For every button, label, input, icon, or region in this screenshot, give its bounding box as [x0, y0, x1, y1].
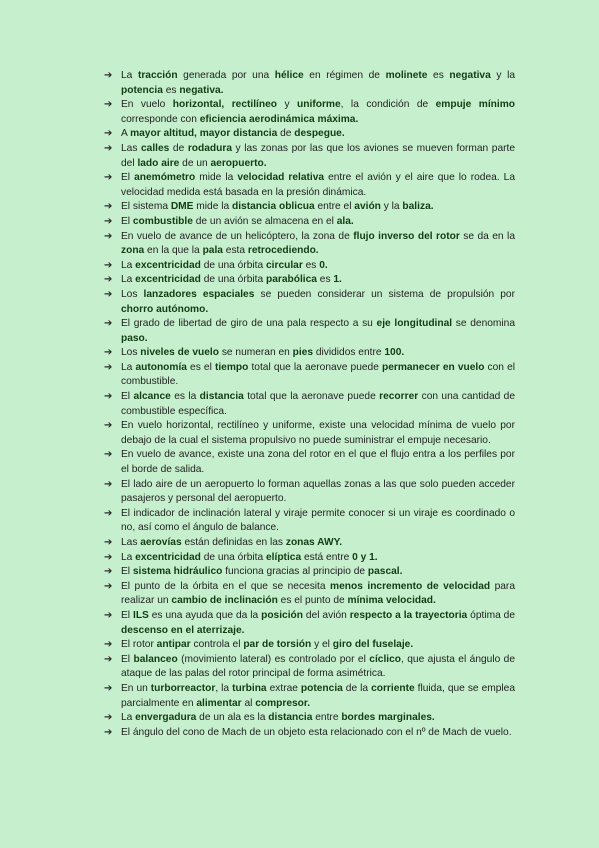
body-text: El rotor	[121, 639, 157, 651]
arrow-right-icon: ➔	[104, 288, 113, 300]
emphasis-text: DME	[170, 201, 194, 213]
body-text: generada por una	[177, 70, 275, 81]
body-text: El lado aire de un aeropuerto lo forman aquellas zonas a las que solo pueden acceder pasajeros y personal del aeropuerto.	[121, 478, 515, 505]
list-item	[104, 215, 515, 230]
emphasis-text: permanecer en vuelo	[381, 361, 485, 373]
list-item	[104, 536, 515, 551]
body-text: mide la	[195, 172, 238, 184]
list-item	[104, 200, 515, 215]
emphasis-text: eje longitudinal	[376, 318, 453, 330]
body-text: El indicador de inclinación lateral y viraje permite conocer si un viraje es coordinado o no, así como el ángulo de balance.	[121, 507, 515, 534]
body-text: entre	[312, 712, 342, 724]
list-item	[104, 346, 515, 361]
body-text: del avión	[302, 609, 350, 621]
body-text: La	[121, 712, 136, 724]
body-text: de la	[342, 682, 372, 694]
arrow-right-icon: ➔	[104, 70, 113, 81]
body-text: se numeran en	[218, 347, 293, 359]
body-text: , la	[215, 682, 233, 694]
body-text: Los	[121, 347, 141, 359]
body-text: de una órbita	[200, 259, 266, 271]
arrow-right-icon: ➔	[104, 128, 113, 140]
body-text: El grado de libertad de giro de una pala respecto a su	[121, 318, 377, 330]
list-item	[104, 288, 515, 317]
list-item	[104, 142, 515, 171]
body-text: de	[277, 128, 295, 140]
body-text: se denomina	[452, 318, 515, 330]
emphasis-text: tracción	[137, 70, 178, 81]
arrow-right-icon: ➔	[104, 391, 113, 403]
body-text: El ángulo del cono de Mach de un objeto esta relacionado con el nº de Mach de vuelo.	[121, 726, 512, 738]
list-item	[104, 711, 515, 726]
body-text: mide la	[193, 201, 232, 213]
emphasis-text: alcance	[133, 391, 171, 403]
arrow-right-icon: ➔	[104, 639, 113, 651]
emphasis-text: ILS	[132, 609, 149, 621]
emphasis-text: excentricidad	[135, 259, 201, 271]
emphasis-text: baliza.	[402, 201, 434, 213]
body-text: de un ala es la	[196, 712, 269, 724]
emphasis-text: 0.	[319, 259, 328, 271]
emphasis-text: paso.	[121, 332, 148, 344]
body-text: y	[277, 99, 298, 111]
arrow-right-icon: ➔	[104, 215, 113, 227]
emphasis-text: turborreactor	[150, 682, 216, 694]
emphasis-text: excentricidad	[135, 274, 201, 286]
body-text: entre el	[314, 201, 355, 213]
emphasis-text: empuje mínimo	[435, 99, 515, 111]
body-text: El	[121, 566, 133, 578]
emphasis-text: respecto a la trayectoria	[349, 609, 468, 621]
body-text: La	[121, 259, 136, 271]
list-item	[104, 361, 515, 390]
list-item	[104, 259, 515, 274]
emphasis-text: cíclico	[369, 653, 401, 665]
arrow-right-icon: ➔	[104, 580, 113, 592]
arrow-right-icon: ➔	[104, 201, 113, 213]
emphasis-text: 100.	[384, 347, 405, 359]
arrow-right-icon: ➔	[104, 537, 113, 548]
emphasis-text: turbina	[232, 682, 267, 694]
body-text: En vuelo horizontal, rectilíneo y uniforme, existe una velocidad mínima de vuelo por debajo de la cual el sistema propulsivo no puede suministrar el empuje necesario.	[121, 420, 515, 446]
arrow-right-icon: ➔	[104, 682, 113, 694]
body-text: , que ajusta el ángulo de ataque de las palas del rotor principal de forma asimétrica.	[121, 653, 516, 680]
arrow-right-icon: ➔	[104, 142, 113, 154]
list-item	[104, 98, 515, 127]
arrow-right-icon: ➔	[104, 551, 113, 563]
emphasis-text: pascal.	[367, 566, 403, 578]
emphasis-text: aerovías	[140, 537, 182, 548]
arrow-right-icon: ➔	[104, 420, 113, 432]
body-text: La	[121, 70, 138, 81]
body-text: en régimen de	[303, 70, 386, 81]
emphasis-text: excentricidad	[135, 551, 201, 563]
emphasis-text: uniforme	[297, 99, 341, 111]
body-text: es	[427, 70, 450, 81]
emphasis-text: pala	[202, 245, 223, 257]
arrow-right-icon: ➔	[104, 318, 113, 330]
body-text: de	[169, 142, 188, 154]
body-text: (movimiento lateral) es controlado por el	[177, 653, 370, 665]
emphasis-text: compresor.	[255, 697, 311, 709]
emphasis-text: recorrer	[379, 391, 419, 403]
body-text: es	[302, 259, 320, 271]
arrow-right-icon: ➔	[104, 653, 113, 665]
emphasis-text: hélice	[274, 70, 304, 81]
arrow-right-icon: ➔	[104, 361, 113, 373]
list-item	[104, 638, 515, 653]
body-text: y las zonas por las que los aviones se mueven forman parte del	[121, 142, 515, 169]
emphasis-text: distancia	[268, 712, 313, 724]
body-text: La	[121, 361, 136, 373]
emphasis-text: circular	[266, 259, 303, 271]
fact-list	[104, 69, 515, 740]
emphasis-text: avión	[354, 201, 381, 213]
list-item	[104, 127, 515, 142]
emphasis-text: giro del fuselaje.	[332, 639, 414, 651]
body-text: corresponde con	[121, 113, 200, 125]
emphasis-text: lanzadores espaciales	[143, 288, 255, 300]
list-item	[104, 171, 515, 200]
body-text: El sistema	[121, 201, 171, 213]
emphasis-text: rodadura	[187, 142, 232, 154]
body-text: para realizar un	[121, 580, 515, 607]
arrow-right-icon: ➔	[104, 347, 113, 359]
emphasis-text: eficiencia aerodinámica máxima.	[199, 113, 359, 125]
list-item	[104, 478, 515, 507]
emphasis-text: distancia	[199, 391, 244, 403]
list-item	[104, 448, 515, 477]
emphasis-text: potencia	[121, 84, 163, 96]
body-text: controla el	[190, 639, 244, 651]
emphasis-text: anemómetro	[134, 172, 196, 184]
emphasis-text: potencia	[300, 682, 343, 694]
emphasis-text: zonas AWY.	[285, 537, 343, 548]
body-text: de una órbita	[200, 551, 266, 563]
emphasis-text: posición	[261, 609, 303, 621]
body-text: es el	[186, 361, 215, 373]
emphasis-text: corriente	[371, 682, 415, 694]
body-text: El	[121, 391, 134, 403]
emphasis-text: sistema hidráulico	[132, 566, 223, 578]
body-text: se pueden considerar un sistema de propulsión por	[254, 288, 515, 300]
arrow-right-icon: ➔	[104, 566, 113, 578]
list-item	[104, 317, 515, 346]
body-text: de un	[179, 157, 211, 169]
list-item	[104, 726, 515, 741]
body-text: divididos entre	[313, 347, 385, 359]
emphasis-text: menos incremento de velocidad	[330, 580, 491, 592]
body-text: esta	[222, 245, 248, 257]
body-text: al	[241, 697, 256, 709]
body-text: con una cantidad de combustible específica.	[121, 391, 516, 417]
body-text: óptima de	[467, 609, 515, 621]
emphasis-text: niveles de vuelo	[140, 347, 219, 359]
body-text: en la que la	[144, 245, 203, 257]
emphasis-text: negativa	[449, 70, 491, 81]
emphasis-text: ala.	[336, 215, 354, 227]
body-text: La	[121, 274, 136, 286]
emphasis-text: lado aire	[137, 157, 180, 169]
body-text: con el combustible.	[121, 361, 515, 388]
list-item	[104, 653, 515, 682]
emphasis-text: velocidad relativa	[237, 172, 325, 184]
body-text: es la	[170, 391, 200, 403]
emphasis-text: aeropuerto.	[210, 157, 267, 169]
list-item	[104, 580, 515, 609]
arrow-right-icon: ➔	[104, 507, 113, 519]
body-text: y la	[380, 201, 403, 213]
arrow-right-icon: ➔	[104, 230, 113, 242]
list-item	[104, 230, 515, 259]
body-text: Las	[121, 537, 141, 548]
emphasis-text: elíptica	[266, 551, 302, 563]
body-text: se da en la	[459, 230, 515, 242]
emphasis-text: mínima velocidad.	[347, 595, 436, 607]
emphasis-text: distancia oblicua	[231, 201, 315, 213]
body-text: A	[121, 128, 131, 140]
list-item	[104, 551, 515, 566]
emphasis-text: alimentar	[196, 697, 242, 709]
list-item	[104, 609, 515, 638]
emphasis-text: retrocediendo.	[247, 245, 319, 257]
body-text: fluida, que se emplea parcialmente en	[121, 682, 515, 709]
emphasis-text: despegue.	[294, 128, 345, 140]
emphasis-text: 0 y 1.	[352, 551, 378, 563]
body-text: de un avión se almacena en el	[192, 215, 337, 227]
body-text: El	[121, 172, 135, 184]
body-text: funciona gracias al principio de	[222, 566, 368, 578]
body-text: extrae	[266, 682, 301, 694]
arrow-right-icon: ➔	[104, 712, 113, 724]
body-text: de una órbita	[200, 274, 266, 286]
body-text: y el	[311, 639, 333, 651]
emphasis-text: descenso en el aterrizaje.	[121, 624, 245, 636]
body-text: y la	[490, 70, 515, 81]
body-text: es	[162, 84, 180, 96]
arrow-right-icon: ➔	[104, 726, 113, 738]
emphasis-text: negativa.	[179, 84, 224, 96]
body-text: es el punto de	[277, 595, 348, 607]
emphasis-text: pies	[292, 347, 313, 359]
emphasis-text: calles	[141, 142, 170, 154]
body-text: En vuelo de avance de un helicóptero, la zona de	[121, 230, 354, 242]
emphasis-text: 1.	[333, 274, 342, 286]
body-text: El	[121, 609, 133, 621]
body-text: En vuelo de avance, existe una zona del rotor en el que el flujo entra a los perfiles por el borde de salida.	[121, 449, 515, 476]
list-item	[104, 69, 515, 98]
emphasis-text: par de torsión	[243, 639, 312, 651]
body-text: entre el avión y el aire que lo rodea. La velocidad medida está basada en la presión dinámica.	[121, 172, 515, 198]
body-text: están definidas en las	[181, 537, 286, 548]
body-text: es una ayuda que da la	[148, 609, 262, 621]
body-text: En vuelo	[121, 99, 173, 111]
body-text: La	[121, 551, 136, 563]
emphasis-text: flujo inverso del rotor	[353, 230, 460, 242]
body-text: está entre	[301, 551, 353, 563]
emphasis-text: zona	[121, 245, 145, 257]
emphasis-text: mayor altitud, mayor distancia	[130, 128, 278, 140]
emphasis-text: molinete	[385, 70, 428, 81]
arrow-right-icon: ➔	[104, 609, 113, 621]
emphasis-text: envergadura	[135, 712, 197, 724]
arrow-right-icon: ➔	[104, 172, 113, 184]
body-text: Los	[121, 288, 144, 300]
body-text: El	[121, 215, 133, 227]
list-item	[104, 682, 515, 711]
arrow-right-icon: ➔	[104, 274, 113, 286]
emphasis-text: horizontal, rectilíneo	[172, 99, 278, 111]
arrow-right-icon: ➔	[104, 449, 113, 461]
body-text: es	[316, 274, 334, 286]
emphasis-text: balanceo	[133, 653, 178, 665]
list-item	[104, 565, 515, 580]
emphasis-text: autonomía	[135, 361, 187, 373]
body-text: total que la aeronave puede	[243, 391, 380, 403]
emphasis-text: combustible	[132, 215, 193, 227]
emphasis-text: bordes marginales.	[341, 712, 435, 724]
body-text: En un	[121, 682, 151, 694]
list-item	[104, 273, 515, 288]
body-text: total que la aeronave puede	[248, 361, 382, 373]
body-text: , la condición de	[340, 99, 436, 111]
list-item	[104, 507, 515, 536]
body-text: Las	[121, 142, 142, 154]
emphasis-text: antipar	[156, 639, 191, 651]
body-text: El punto de la órbita en el que se necesita	[121, 580, 331, 592]
arrow-right-icon: ➔	[104, 99, 113, 111]
list-item	[104, 419, 515, 448]
arrow-right-icon: ➔	[104, 478, 113, 490]
list-item	[104, 390, 515, 419]
emphasis-text: tiempo	[214, 361, 249, 373]
emphasis-text: chorro autónomo.	[121, 303, 209, 315]
emphasis-text: parabólica	[266, 274, 317, 286]
emphasis-text: cambio de inclinación	[171, 595, 278, 607]
body-text: El	[121, 653, 134, 665]
arrow-right-icon: ➔	[104, 259, 113, 271]
